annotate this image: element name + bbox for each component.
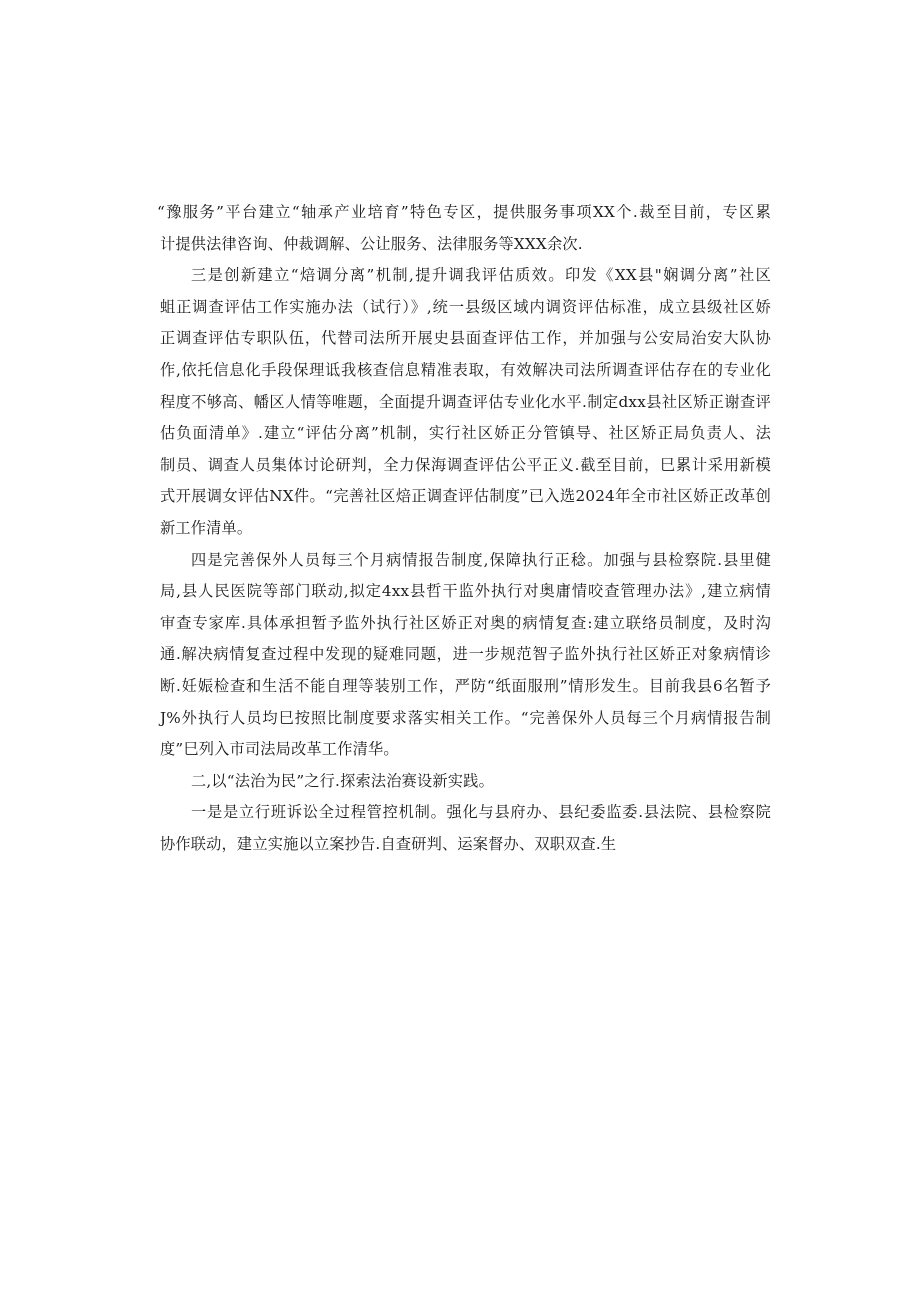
text-line: 局,县人民医院等部门联动,拟定4xx县哲干监外执行对奥庸情咬查管理办法》,建立病情 [160, 582, 771, 601]
text-line: “豫服务”平台建立“轴承产业培育”特色专区，提供服务事项XX个.裁至目前，专区累 [157, 203, 771, 221]
text-line: 式开展调女评估NX件。“完善社区焙正调查评估制度”已入选2024年全市社区娇正改革创 [160, 487, 771, 506]
text-line: J%外执行人员均巳按照比制度要求落实相关工作。“完善保外人员每三个月病情报告制 [160, 708, 771, 727]
text-line: 度”巳列入市司法局改革工作清华。 [160, 740, 399, 759]
text-line: 一是是立行班诉讼全过程管控机制。强化与县府办、县纪委监委.县法院、县检察院 [191, 803, 771, 822]
document-body [157, 197, 771, 860]
text-line: 审查专家库.具体承担暂予监外执行社区娇正对奥的病情复查:建立联络员制度，及时沟 [160, 613, 771, 632]
text-line: 三是创新建立“焙调分离”机制,提升调我评估质效。印发《XX县"娴调分离”社区 [191, 266, 771, 285]
text-line: 估负面清单》.建立“评估分离”机制，实行社区娇正分管镇导、社区矫正局负责人、法 [160, 424, 771, 443]
text-line: 通.解决病情复查过程中发现的疑难同题，进一步规范智子监外执行社区娇正对象病情诊 [160, 645, 771, 664]
text-line: 蛆正调查评估工作实施办法（试行）》,统一县级区域内调资评估标准，成立县级社区娇 [160, 297, 771, 316]
text-line: 程度不够高、幡区人情等唯题，全面提升调查评估专业化水平.制定dxx县社区矫正谢查评 [160, 392, 771, 411]
section-heading [160, 766, 771, 798]
text-line: 四是完善保外人员每三个月病情报告制度,保障执行正稔。加强与县检察院.县里健 [191, 550, 771, 569]
text-line: 计提供法律咨询、仲裁调解、公让服务、法律服务等XXX余次. [160, 234, 583, 253]
text-line: 断.妊娠检查和生活不能自理等装别工作，严防“纸面服刑”情形发生。目前我县6名暂予 [160, 676, 771, 695]
text-line: 作,依托信息化手段保理诋我核查信息精准表取，有效解决司法所调查评估存在的专业化 [160, 360, 771, 379]
text-line: 协作联动，建立实施以立案抄告.自查研判、运案督办、双职双查.生 [160, 834, 617, 853]
text-line: 新工作清单。 [160, 518, 253, 537]
paragraph-1 [157, 197, 771, 260]
text-line: 正调查评估专职队伍，代替司法所开展史县面查评估工作，并加强与公安局治安大队协 [160, 329, 771, 348]
paragraph-4 [160, 797, 771, 860]
paragraph-3 [160, 545, 771, 766]
text-line: 制员、调查人员集体讨论研判，全力保海调查评估公平正义.截至目前，巳累计采用新模 [160, 455, 771, 474]
paragraph-2 [160, 260, 771, 544]
text-line: 二,以“法治为民”之行.探索法治赛设新实践。 [191, 771, 494, 790]
